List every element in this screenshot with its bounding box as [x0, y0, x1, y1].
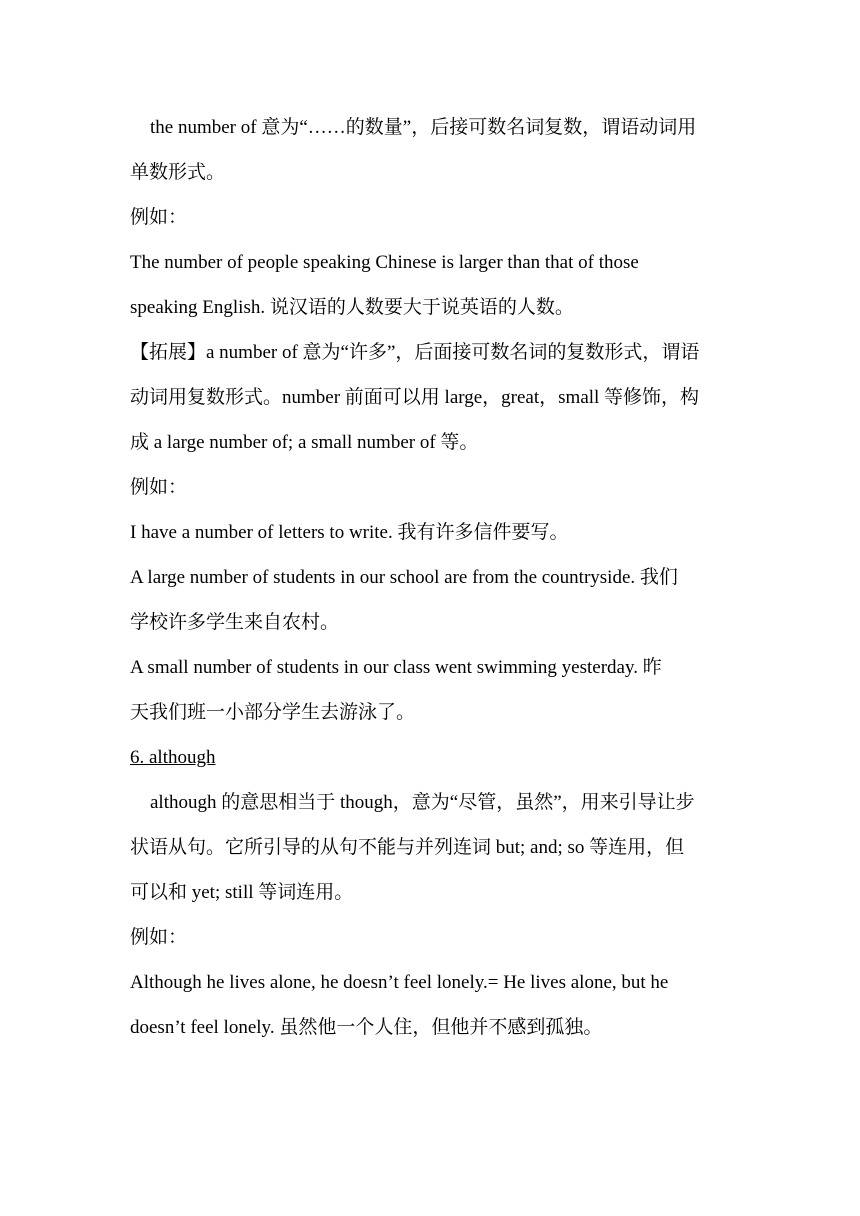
example-line: Although he lives alone, he doesn’t feel lonely.= He lives alone, but he — [130, 972, 669, 993]
example-line: I have a number of letters to write. 我有许多信件要写。 — [130, 522, 569, 543]
example-line: A small number of students in our class went swimming yesterday. 昨 — [130, 657, 662, 678]
example-label: 例如： — [130, 207, 188, 228]
example-line: The number of people speaking Chinese is larger than that of those — [130, 252, 639, 273]
example-line: 学校许多学生来自农村。 — [130, 612, 340, 633]
extension-line: 动词用复数形式。number 前面可以用 large，great，small 等修饰，构 — [130, 387, 700, 408]
section-heading: 6. although — [130, 747, 216, 768]
extension-line: 【拓展】a number of 意为“许多”，后面接可数名词的复数形式，谓语 — [130, 342, 700, 363]
paragraph-line: although 的意思相当于 though，意为“尽管，虽然”，用来引导让步 — [150, 792, 695, 813]
example-line: A large number of students in our school are from the countryside. 我们 — [130, 567, 678, 588]
paragraph-line: 状语从句。它所引导的从句不能与并列连词 but; and; so 等连用，但 — [130, 837, 685, 858]
paragraph-line: 可以和 yet; still 等词连用。 — [130, 882, 354, 903]
extension-line: 成 a large number of; a small number of 等。 — [130, 432, 479, 453]
paragraph-line: the number of 意为“……的数量”，后接可数名词复数，谓语动词用 — [150, 117, 697, 138]
example-line: speaking English. 说汉语的人数要大于说英语的人数。 — [130, 297, 574, 318]
example-line: 天我们班一小部分学生去游泳了。 — [130, 702, 416, 723]
example-label: 例如： — [130, 477, 188, 498]
example-line: doesn’t feel lonely. 虽然他一个人住，但他并不感到孤独。 — [130, 1017, 603, 1038]
example-label: 例如： — [130, 927, 188, 948]
paragraph-line: 单数形式。 — [130, 162, 226, 183]
